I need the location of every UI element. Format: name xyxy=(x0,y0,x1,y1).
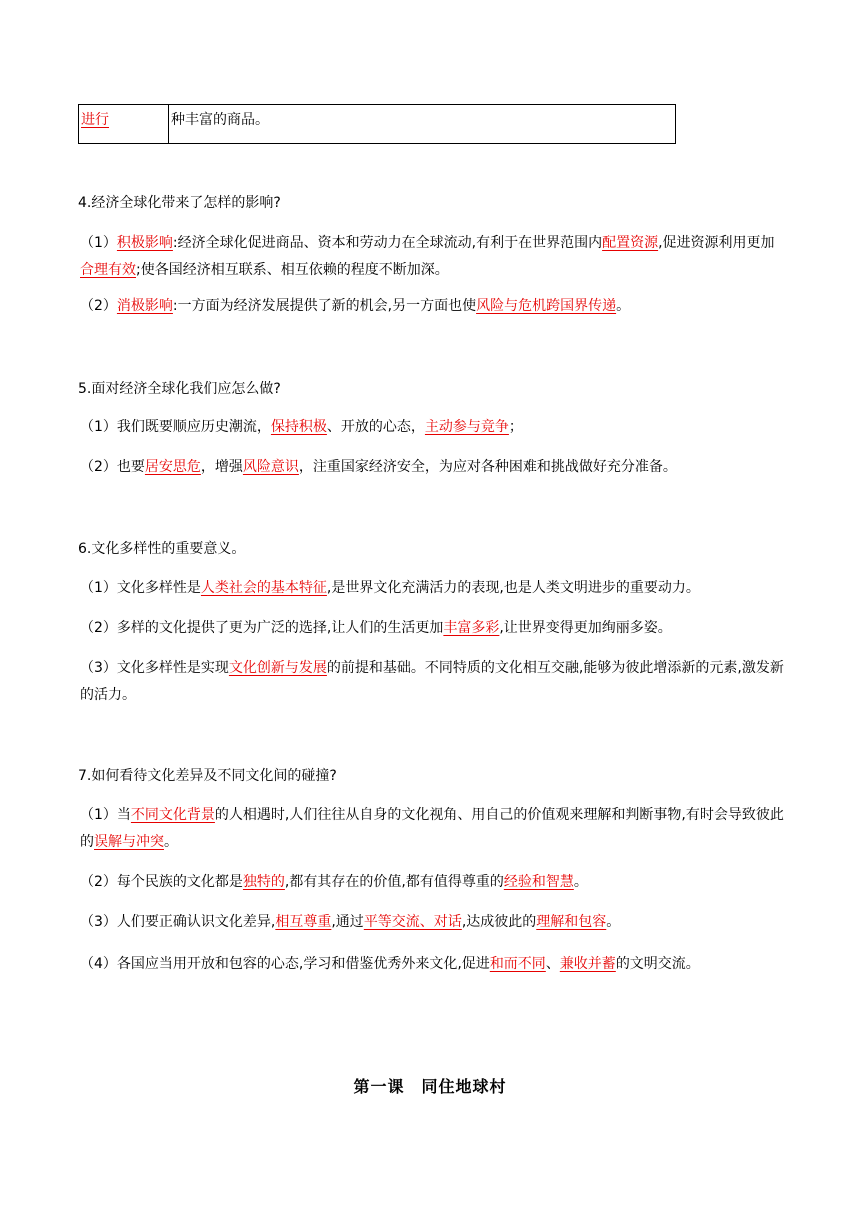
key-term: 误解与冲突 xyxy=(94,834,164,850)
question-4-point-1 xyxy=(80,230,788,284)
body-text: （4）各国应当用开放和包容的心态,学习和借鉴优秀外来文化,促进 xyxy=(80,956,490,972)
question-6-point-3 xyxy=(80,655,788,709)
body-text: 。 xyxy=(606,914,621,930)
body-text: 的前提和基础。不同特质的文化相互交融,能够为彼此增添新的元素,激发新的活力。 xyxy=(80,660,784,703)
body-text: ,通过 xyxy=(331,914,364,930)
question-7-point-4 xyxy=(80,951,788,978)
body-text: ;使各国经济相互联系、相互依赖的程度不断加深。 xyxy=(136,262,449,278)
key-term: 人类社会的基本特征 xyxy=(200,580,327,596)
body-text: ，注重国家经济安全，为应对各种困难和挑战做好充分准备。 xyxy=(298,459,677,475)
key-term: 风险意识 xyxy=(242,459,299,475)
body-text: 、 xyxy=(545,956,560,972)
body-text: ,促进资源利用更加 xyxy=(658,235,775,251)
table-cell-left xyxy=(79,105,169,143)
key-term: 消极影响 xyxy=(116,298,173,314)
key-term: 保持积极 xyxy=(270,419,327,435)
body-text: 。 xyxy=(573,874,588,890)
question-7-point-1 xyxy=(80,802,788,856)
key-term: 风险与危机跨国界传递 xyxy=(476,298,617,314)
key-term: 积极影响 xyxy=(116,235,173,251)
body-text: ，增强 xyxy=(200,459,243,475)
body-text: （2）多样的文化提供了更为广泛的选择,让人们的生活更加 xyxy=(80,620,444,636)
body-text: 的文明交流。 xyxy=(615,956,700,972)
key-term: 经验和智慧 xyxy=(503,874,574,890)
table-cell-right: 种丰富的商品。 xyxy=(171,112,269,128)
body-text: （1）文化多样性是 xyxy=(80,580,201,596)
key-term: 居安思危 xyxy=(144,459,201,475)
question-6-point-2 xyxy=(80,615,788,642)
question-4-point-2 xyxy=(80,293,788,320)
body-text: ,是世界文化充满活力的表现,也是人类文明进步的重要动力。 xyxy=(326,580,700,596)
key-term: 不同文化背景 xyxy=(130,807,215,823)
key-term: 独特的 xyxy=(242,874,285,890)
key-term: 和而不同 xyxy=(489,956,546,972)
key-term: 文化创新与发展 xyxy=(228,660,327,676)
key-term: 平等交流、对话 xyxy=(363,914,462,930)
answer-table xyxy=(78,104,676,144)
body-text: （3）人们要正确认识文化差异, xyxy=(80,914,276,930)
body-text: ,都有其存在的价值,都有值得尊重的 xyxy=(284,874,504,890)
body-text: （1）当 xyxy=(80,807,131,823)
body-text: （2） xyxy=(80,298,117,314)
question-5-heading: 5.面对经济全球化我们应怎么做? xyxy=(78,381,281,397)
question-6-point-1 xyxy=(80,575,788,602)
key-term: 兼收并蓄 xyxy=(559,956,616,972)
body-text: 、开放的心态， xyxy=(326,419,425,435)
body-text: :经济全球化促进商品、资本和劳动力在全球流动,有利于在世界范围内 xyxy=(172,235,603,251)
table-cell-left-text: 进行 xyxy=(81,112,109,128)
key-term: 配置资源 xyxy=(602,235,659,251)
body-text: 。 xyxy=(164,834,178,850)
key-term: 理解和包容 xyxy=(536,914,607,930)
key-term: 合理有效 xyxy=(80,262,136,278)
body-text: 的人相遇时,人们往往从自身的文化视角、用自己的价值观来理解和判断事物,有时会导致彼此的 xyxy=(80,807,784,850)
question-7-heading: 7.如何看待文化差异及不同文化间的碰撞? xyxy=(78,768,337,784)
body-text: （2）也要 xyxy=(80,459,145,475)
body-text: （1）我们既要顺应历史潮流， xyxy=(80,419,271,435)
question-6-heading: 6.文化多样性的重要意义。 xyxy=(78,541,246,557)
body-text: （3）文化多样性是实现 xyxy=(80,660,229,676)
question-5-point-1 xyxy=(80,414,788,441)
question-7-point-3 xyxy=(80,909,788,936)
body-text: :一方面为经济发展提供了新的机会,另一方面也使 xyxy=(172,298,477,314)
question-7-point-2 xyxy=(80,869,788,896)
key-term: 丰富多彩 xyxy=(443,620,500,636)
body-text: 。 xyxy=(616,298,631,314)
body-text: ,达成彼此的 xyxy=(461,914,537,930)
body-text: （2）每个民族的文化都是 xyxy=(80,874,243,890)
body-text: ； xyxy=(508,419,523,435)
question-4-heading: 4.经济全球化带来了怎样的影响? xyxy=(78,195,281,211)
key-term: 主动参与竞争 xyxy=(424,419,509,435)
lesson-title: 第一课 同住地球村 xyxy=(353,1077,507,1096)
body-text: （1） xyxy=(80,235,117,251)
key-term: 相互尊重 xyxy=(275,914,332,930)
body-text: ,让世界变得更加绚丽多姿。 xyxy=(499,620,672,636)
question-5-point-2 xyxy=(80,454,788,481)
